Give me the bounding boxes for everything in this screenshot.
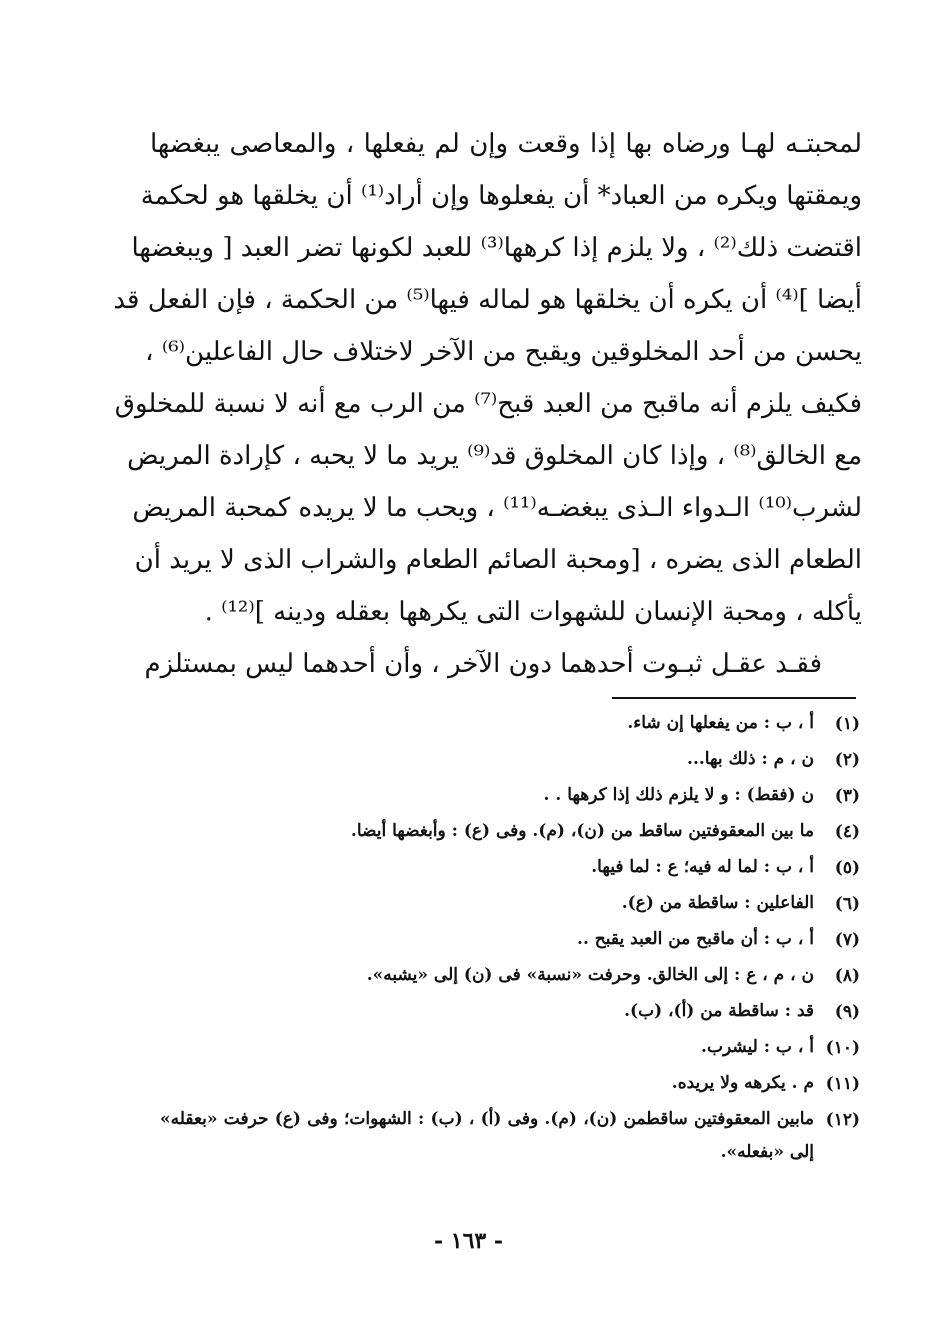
body-line: فكيف يلزم أنه ماقبح من العبد قبح⁽⁷⁾ من الرب مع أنه لا نسبة للمخلوق: [114, 389, 862, 419]
footnote-text: ن ، م : ذلك بها...: [687, 749, 814, 769]
footnote-text: ن ، م ، ع : إلى الخالق. وحرفت «نسبة» فى (ن) إلى «يشبه».: [366, 965, 814, 985]
body-line: اقتضت ذلك⁽²⁾ ، ولا يلزم إذا كرهها⁽³⁾ للعبد لكونها تضر العبد [ ويبغضها: [131, 233, 862, 263]
footnote: [160, 1066, 860, 1102]
body-line: لشرب⁽¹⁰⁾ الـدواء الـذى يبغضـه⁽¹¹⁾ ، ويحب ما لا يريده كمحبة المريض: [132, 493, 862, 523]
footnote-text: الفاعلين : ساقطة من (ع).: [621, 893, 814, 913]
footnote-number: (٤): [834, 822, 860, 842]
footnote-text: م . يكرهه ولا يريده.: [671, 1073, 814, 1093]
footnote: [160, 742, 860, 778]
footnote-text: قد : ساقطة من (أ)، (ب).: [624, 1001, 814, 1021]
footnote-number: (١٠): [825, 1038, 860, 1058]
body-line: فقـد عقـل ثبـوت أحدهما دون الآخر ، وأن أحدهما ليس بمستلزم: [144, 649, 822, 679]
body-line: أيضا ]⁽⁴⁾ أن يكره أن يخلقها هو لماله فيها⁽⁵⁾ من الحكمة ، فإن الفعل قد: [113, 285, 862, 315]
footnote-number: (٦): [834, 894, 860, 914]
footnote: [160, 1102, 860, 1169]
footnote-number: (٧): [834, 930, 860, 950]
footnote-number: (٢): [834, 750, 860, 770]
footnote: [160, 706, 860, 742]
main-body-text: [113, 118, 862, 690]
body-line: يأكله ، ومحبة الإنسان للشهوات التى يكرهها بعقله ودينه ]⁽¹²⁾ .: [204, 597, 862, 627]
footnote-number: (١١): [825, 1074, 860, 1094]
body-line: مع الخالق⁽⁸⁾ ، وإذا كان المخلوق قد⁽⁹⁾ يريد ما لا يحبه ، كإرادة المريض: [127, 441, 862, 471]
footnote-number: (٣): [834, 786, 860, 806]
footnote-text: أ ، ب : أن ماقبح من العبد يقبح ..: [577, 929, 814, 949]
footnote-number: (٩): [834, 1002, 860, 1022]
body-line: يحسن من أحد المخلوقين ويقبح من الآخر لاختلاف حال الفاعلين⁽⁶⁾ ،: [145, 337, 862, 367]
footnote: [160, 958, 860, 994]
body-line: ويمقتها ويكره من العباد* أن يفعلوها وإن أراد⁽¹⁾ أن يخلقها هو لحكمة: [140, 181, 862, 211]
footnote-number: (٨): [834, 966, 860, 986]
footnote: [160, 1030, 860, 1066]
footnote: [160, 922, 860, 958]
footnote-number: (٥): [834, 858, 860, 878]
footnote-text: مابين المعقوفتين ساقطمن (ن)، (م). وفى (أ) ، (ب) : الشهوات؛ وفى (ع) حرفت «بعقله» إلى «بفعله».: [160, 1109, 814, 1162]
footnote-number: (١٢): [825, 1110, 860, 1130]
body-line: الطعام الذى يضره ، [ومحبة الصائم الطعام والشراب الذى لا يريد أن: [134, 545, 862, 575]
footnote: [160, 778, 860, 814]
footnote-text: ن (فقط) : و لا يلزم ذلك إذا كرهها . .: [543, 785, 814, 805]
footnote-text: أ ، ب : من يفعلها إن شاء.: [627, 713, 814, 733]
footnote-number: (١): [834, 714, 860, 734]
footnote: [160, 886, 860, 922]
footnote: [160, 994, 860, 1030]
footnote-separator: [612, 697, 856, 699]
footnotes: [160, 706, 860, 1169]
footnote: [160, 850, 860, 886]
footnote-text: ما بين المعقوفتين ساقط من (ن)، (م). وفى (ع) : وأبغضها أيضا.: [350, 821, 814, 841]
footnote-text: أ ، ب : لما له فيه؛ ع : لما فيها.: [591, 857, 814, 877]
footnote-text: أ ، ب : ليشرب.: [701, 1037, 814, 1057]
page-number: - ١٦٣ -: [433, 1228, 504, 1254]
footnote: [160, 814, 860, 850]
body-line: لمحبتـه لهـا ورضاه بها إذا وقعت وإن لم يفعلها ، والمعاصى يبغضها: [150, 129, 862, 159]
